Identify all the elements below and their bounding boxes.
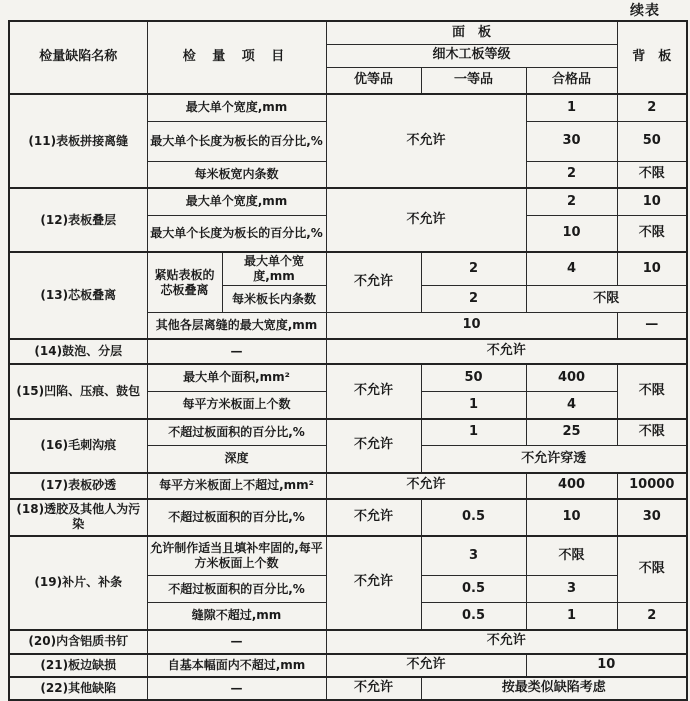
continued-table-label: 续表 <box>630 3 660 19</box>
value-cell: 不允许 <box>326 94 526 188</box>
col-header-grade-first: 一等品 <box>421 67 526 94</box>
col-header-defect-name: 检量缺陷名称 <box>9 21 147 94</box>
value-cell: 不限 <box>617 161 687 188</box>
value-cell: 50 <box>617 121 687 161</box>
inspection-item-cell: 每平方米板面上不超过,mm² <box>147 473 326 499</box>
value-cell: 2 <box>617 603 687 630</box>
value-cell: 不允许 <box>326 339 687 364</box>
defect-name-cell: (11)表板拼接离缝 <box>9 94 147 188</box>
value-cell: 400 <box>526 364 617 392</box>
defect-name-cell: (21)板边缺损 <box>9 654 147 677</box>
defect-name-cell: (17)表板砂透 <box>9 473 147 499</box>
value-cell: 3 <box>526 576 617 603</box>
value-cell: 不允许 <box>326 630 687 654</box>
inspection-item-cell: 每平方米板面上个数 <box>147 392 326 419</box>
defect-name-cell: (15)凹陷、压痕、鼓包 <box>9 364 147 419</box>
inspection-item-cell: 最大单个长度为板长的百分比,% <box>147 121 326 161</box>
value-cell: 1 <box>526 603 617 630</box>
value-cell: 0.5 <box>421 576 526 603</box>
defect-name-cell: (16)毛刺沟痕 <box>9 419 147 473</box>
value-cell: 不允许 <box>326 252 421 313</box>
value-cell: 2 <box>526 161 617 188</box>
value-cell: 30 <box>617 499 687 536</box>
defect-name-cell: (13)芯板叠离 <box>9 252 147 339</box>
value-cell: 10 <box>526 215 617 252</box>
value-cell: 10 <box>526 499 617 536</box>
inspection-item-cell: — <box>147 630 326 654</box>
col-header-back-panel: 背 板 <box>617 21 687 94</box>
inspection-item-cell: — <box>147 339 326 364</box>
value-cell: 不允许 <box>326 654 526 677</box>
value-cell: 2 <box>617 94 687 121</box>
value-cell: — <box>617 313 687 339</box>
value-cell: 不允许 <box>326 536 421 630</box>
inspection-item-cell: 不超过板面积的百分比,% <box>147 576 326 603</box>
value-cell: 1 <box>421 419 526 446</box>
inspection-item-cell: 缝隙不超过,mm <box>147 603 326 630</box>
value-cell: 0.5 <box>421 603 526 630</box>
defect-inspection-table <box>8 20 688 701</box>
inspection-item-cell: 允许制作适当且填补牢固的,每平方米板面上个数 <box>147 536 326 576</box>
value-cell: 1 <box>526 94 617 121</box>
col-header-grade-premium: 优等品 <box>326 67 421 94</box>
value-cell: 不允许穿透 <box>421 446 687 473</box>
inspection-item-cell: 最大单个宽度,mm <box>147 94 326 121</box>
value-cell: 不允许 <box>326 677 421 700</box>
value-cell: 0.5 <box>421 499 526 536</box>
value-cell: 不允许 <box>326 188 526 252</box>
value-cell: 30 <box>526 121 617 161</box>
inspection-item-cell: 最大单个宽度,mm <box>147 188 326 215</box>
col-header-face-panel: 面 板 <box>326 21 617 44</box>
value-cell: 不允许 <box>326 419 421 473</box>
value-cell: 10 <box>526 654 687 677</box>
value-cell: 10000 <box>617 473 687 499</box>
value-cell: 25 <box>526 419 617 446</box>
value-cell: 不限 <box>617 419 687 446</box>
value-cell: 400 <box>526 473 617 499</box>
defect-name-cell: (14)鼓泡、分层 <box>9 339 147 364</box>
defect-name-cell: (19)补片、补条 <box>9 536 147 630</box>
value-cell: 2 <box>421 252 526 286</box>
value-cell: 50 <box>421 364 526 392</box>
inspection-item-cell: 最大单个长度为板长的百分比,% <box>147 215 326 252</box>
defect-name-cell: (22)其他缺陷 <box>9 677 147 700</box>
value-cell: 不限 <box>526 286 687 313</box>
defect-name-cell: (12)表板叠层 <box>9 188 147 252</box>
value-cell: 不限 <box>617 536 687 603</box>
value-cell: 2 <box>526 188 617 215</box>
value-cell: 3 <box>421 536 526 576</box>
inspection-item-cell: 每米板长内条数 <box>222 286 326 313</box>
inspection-item-cell: 最大单个宽度,mm <box>222 252 326 286</box>
defect-name-cell: (20)内含铝质书钉 <box>9 630 147 654</box>
value-cell: 不限 <box>617 215 687 252</box>
value-cell: 按最类似缺陷考虑 <box>421 677 687 700</box>
inspection-item-cell: 不超过板面积的百分比,% <box>147 499 326 536</box>
value-cell: 不允许 <box>326 473 526 499</box>
sub-item-cell: 紧贴表板的芯板叠离 <box>147 252 222 313</box>
value-cell: 2 <box>421 286 526 313</box>
inspection-item-cell: 自基本幅面内不超过,mm <box>147 654 326 677</box>
value-cell: 不限 <box>617 364 687 419</box>
col-header-grade-qualified: 合格品 <box>526 67 617 94</box>
value-cell: 10 <box>326 313 617 339</box>
value-cell: 10 <box>617 188 687 215</box>
inspection-item-cell: — <box>147 677 326 700</box>
value-cell: 4 <box>526 392 617 419</box>
value-cell: 1 <box>421 392 526 419</box>
col-header-inspection-item: 检 量 项 目 <box>147 21 326 94</box>
value-cell: 不允许 <box>326 364 421 419</box>
value-cell: 不限 <box>526 536 617 576</box>
inspection-item-cell: 每米板宽内条数 <box>147 161 326 188</box>
inspection-item-cell: 不超过板面积的百分比,% <box>147 419 326 446</box>
value-cell: 4 <box>526 252 617 286</box>
inspection-item-cell: 最大单个面积,mm² <box>147 364 326 392</box>
inspection-item-cell: 其他各层离缝的最大宽度,mm <box>147 313 326 339</box>
defect-name-cell: (18)透胶及其他人为污染 <box>9 499 147 536</box>
value-cell: 10 <box>617 252 687 286</box>
inspection-item-cell: 深度 <box>147 446 326 473</box>
value-cell: 不允许 <box>326 499 421 536</box>
col-header-grade-level: 细木工板等级 <box>326 44 617 67</box>
